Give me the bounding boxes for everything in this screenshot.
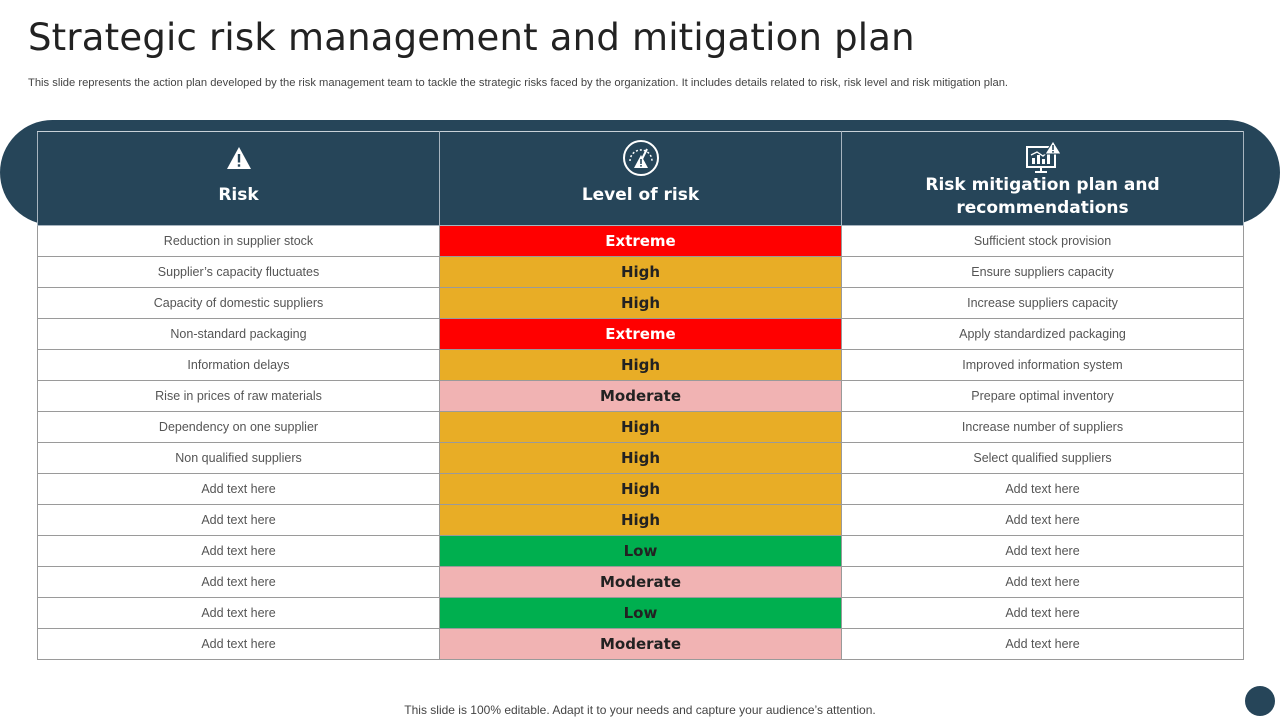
risk-level-cell: Extreme: [440, 226, 842, 257]
risk-level-cell: Moderate: [440, 567, 842, 598]
mitigation-cell: Apply standardized packaging: [842, 319, 1244, 350]
mitigation-cell: Prepare optimal inventory: [842, 381, 1244, 412]
risk-cell: Capacity of domestic suppliers: [38, 288, 440, 319]
corner-dot: [1245, 686, 1275, 716]
table-row: [38, 474, 1244, 505]
risk-table: [37, 131, 1244, 660]
risk-analytics-monitor-icon: [1025, 140, 1061, 176]
mitigation-cell: Add text here: [842, 474, 1244, 505]
risk-cell: Dependency on one supplier: [38, 412, 440, 443]
mitigation-cell: Add text here: [842, 536, 1244, 567]
mitigation-cell: Increase suppliers capacity: [842, 288, 1244, 319]
header-level: [440, 132, 842, 226]
mitigation-cell: Increase number of suppliers: [842, 412, 1244, 443]
risk-gauge-icon: [622, 140, 660, 176]
risk-level-cell: High: [440, 505, 842, 536]
header-mitigation: [842, 132, 1244, 226]
mitigation-cell: Select qualified suppliers: [842, 443, 1244, 474]
risk-cell: Information delays: [38, 350, 440, 381]
risk-level-cell: High: [440, 288, 842, 319]
risk-level-cell: High: [440, 443, 842, 474]
risk-cell: Add text here: [38, 474, 440, 505]
slide-footer: This slide is 100% editable. Adapt it to your needs and capture your audience’s attention.: [404, 703, 876, 717]
mitigation-cell: Add text here: [842, 629, 1244, 660]
risk-level-cell: Moderate: [440, 381, 842, 412]
risk-cell: Reduction in supplier stock: [38, 226, 440, 257]
risk-level-cell: Low: [440, 598, 842, 629]
table-row: [38, 536, 1244, 567]
table-row: [38, 226, 1244, 257]
table-row: [38, 505, 1244, 536]
risk-cell: Rise in prices of raw materials: [38, 381, 440, 412]
mitigation-cell: Sufficient stock provision: [842, 226, 1244, 257]
table-row: [38, 567, 1244, 598]
risk-level-cell: High: [440, 350, 842, 381]
table-row: [38, 257, 1244, 288]
mitigation-cell: Add text here: [842, 505, 1244, 536]
risk-level-cell: High: [440, 474, 842, 505]
header-risk: [38, 132, 440, 226]
risk-level-cell: Extreme: [440, 319, 842, 350]
risk-cell: Add text here: [38, 536, 440, 567]
risk-level-cell: Moderate: [440, 629, 842, 660]
slide-title: Strategic risk management and mitigation plan: [28, 16, 915, 59]
mitigation-cell: Add text here: [842, 598, 1244, 629]
mitigation-cell: Add text here: [842, 567, 1244, 598]
risk-cell: Non qualified suppliers: [38, 443, 440, 474]
mitigation-cell: Improved information system: [842, 350, 1244, 381]
risk-cell: Add text here: [38, 505, 440, 536]
header-mitigation-label: Risk mitigation plan and recommendations: [925, 175, 1160, 218]
risk-level-cell: High: [440, 257, 842, 288]
risk-cell: Supplier’s capacity fluctuates: [38, 257, 440, 288]
header-level-label: Level of risk: [581, 185, 700, 205]
mitigation-cell: Ensure suppliers capacity: [842, 257, 1244, 288]
header-risk-label: Risk: [218, 185, 259, 205]
table-row: [38, 381, 1244, 412]
table-row: [38, 629, 1244, 660]
risk-cell: Add text here: [38, 567, 440, 598]
table-row: [38, 319, 1244, 350]
risk-level-cell: High: [440, 412, 842, 443]
risk-cell: Non-standard packaging: [38, 319, 440, 350]
risk-level-cell: Low: [440, 536, 842, 567]
table-row: [38, 412, 1244, 443]
table-row: [38, 288, 1244, 319]
table-header-row: [38, 132, 1244, 226]
table-row: [38, 598, 1244, 629]
table-row: [38, 443, 1244, 474]
slide-subtitle: This slide represents the action plan developed by the risk management team to tackle the strategic risks faced by the organization. It includes details related to risk, risk level and risk mitigation plan.: [28, 77, 1009, 89]
warning-triangle-icon: [226, 140, 252, 176]
risk-cell: Add text here: [38, 629, 440, 660]
table-row: [38, 350, 1244, 381]
risk-cell: Add text here: [38, 598, 440, 629]
